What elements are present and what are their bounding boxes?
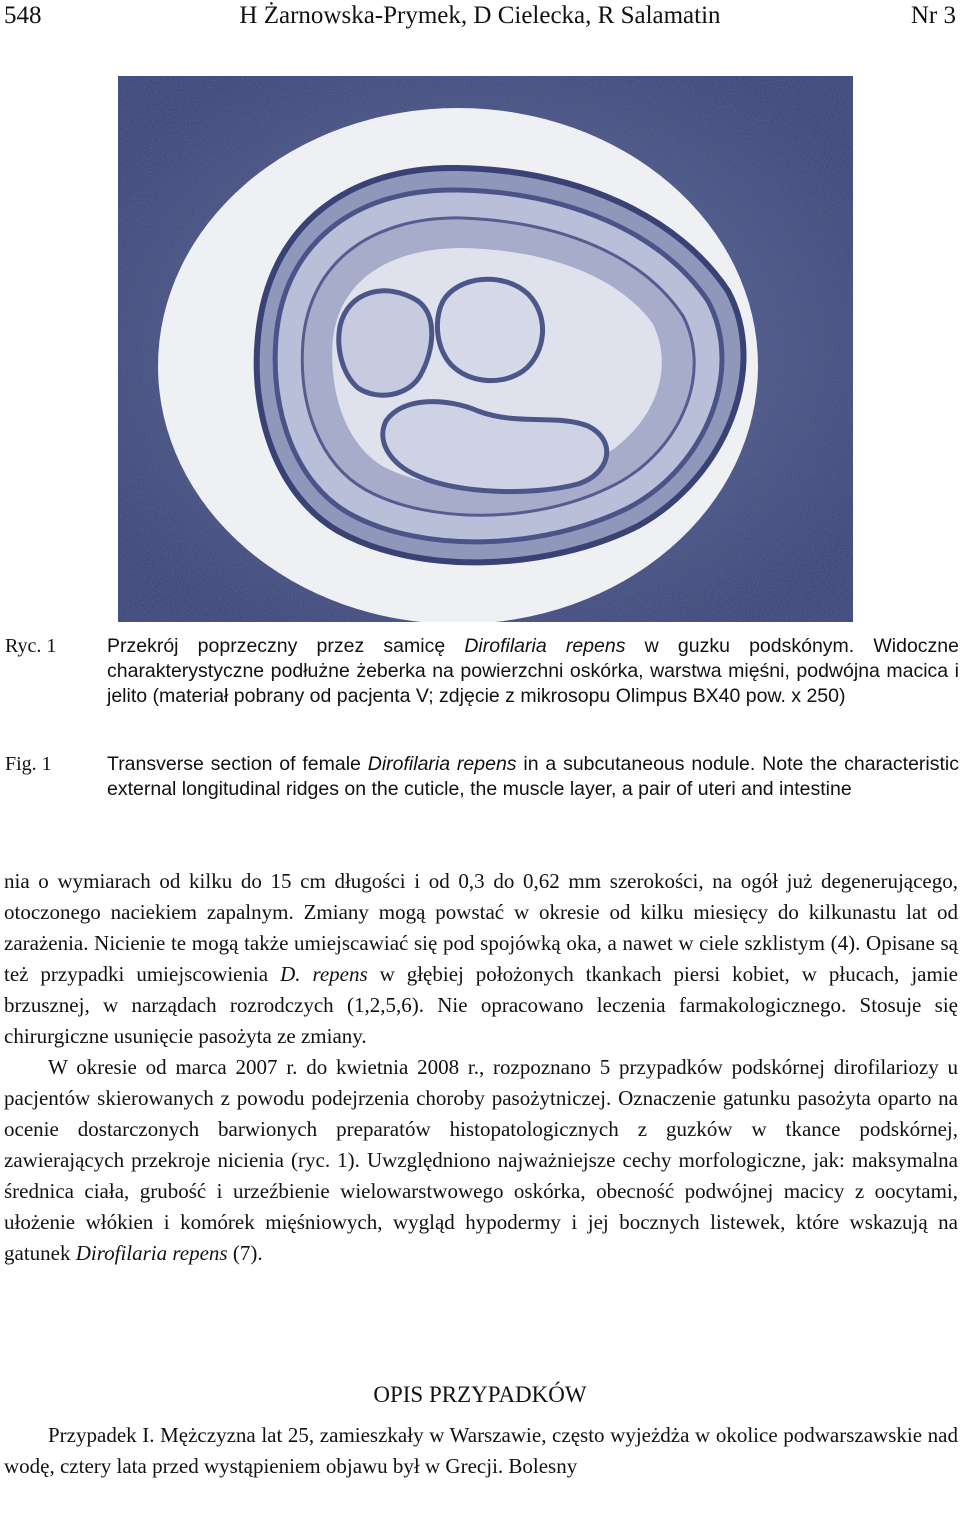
running-authors: H Żarnowska-Prymek, D Cielecka, R Salamatin — [239, 2, 721, 29]
issue-number: Nr 3 — [910, 2, 956, 29]
caption-pl-species: Dirofilaria repens — [464, 635, 626, 657]
case-1-paragraph: Przypadek I. Mężczyzna lat 25, zamieszkały w Warszawie, często wyjeżdża w okolice podwarszawskie nad wodę, cztery lata przed wystąpieniem objawu był w Grecji. Bolesny — [4, 1423, 958, 1478]
page-header — [0, 0, 960, 40]
paragraph-1-species: D. repens — [280, 962, 368, 986]
caption-en-species: Dirofilaria repens — [367, 753, 517, 775]
paragraph-1-part2: w głębiej położonych tkankach piersi kobiet, w płucach, jamie brzusznej, w narządach rozrodczych (1,2,5,6). Nie opracowano leczenia farmakologicznego. Stosuje się chirurgiczne usunięcie pasożyta ze zmiany. — [4, 962, 958, 1048]
page-number: 548 — [4, 2, 42, 29]
caption-text-en — [107, 752, 959, 802]
paragraph-1-part1: nia o wymiarach od kilku do 15 cm długości i od 0,3 do 0,62 mm szerokości, na ogół już degenerującego, otoczonego naciekiem zapalnym. Zmiany mogą powstać w okresie od kilku miesięcy do kilkunastu lat od zarażenia. Nicienie te mogą także umiejscawiać się pod spojówką oka, a nawet w ciele szklistym (4). Opisane są też przypadki umiejscowienia — [4, 869, 958, 986]
caption-en-part2: in a subcutaneous nodule. Note the characteristic external longitudinal ridges on the cuticle, the muscle layer, a pair of uteri and intestine — [107, 753, 959, 800]
micrograph-image — [118, 76, 853, 622]
paragraph-1 — [4, 866, 958, 1052]
caption-label-pl: Ryc. 1 — [5, 635, 57, 657]
paragraph-2 — [4, 1052, 958, 1269]
caption-en-part1: Transverse section of female — [107, 753, 368, 775]
caption-text-pl — [107, 634, 959, 709]
caption-pl-part2: w guzku podskónym. Widoczne charakterystyczne podłużne żeberka na powierzchni oskórka, warstwa mięśni, podwójna macica i jelito (materiał pobrany od pacjenta V; zdjęcie z mikrosopu Olimpus BX40 pow. x 250) — [107, 635, 959, 707]
body-text — [4, 866, 958, 1269]
caption-pl-part1: Przekrój poprzeczny przez samicę — [107, 635, 465, 657]
caption-label-en: Fig. 1 — [5, 753, 52, 775]
paragraph-2-species: Dirofilaria repens — [75, 1241, 228, 1265]
paragraph-2-part2: (7). — [227, 1241, 263, 1265]
paragraph-2-part1: W okresie od marca 2007 r. do kwietnia 2008 r., rozpoznano 5 przypadków podskórnej dirofilariozy u pacjentów skierowanych z powodu podejrzenia choroby pasożytniczej. Oznaczenie gatunku pasożyta oparto na ocenie dostarczonych barwionych preparatów histopatologicznych z guzków w tkance podskórnej, zawierających przekroje nicienia (ryc. 1). Uwzględniono najważniejsze cechy morfologiczne, jak: maksymalna średnica ciała, grubość i urzeźbienie wielowarstwowego oskórka, obecność podwójnej macicy z oocytami, ułożenie włókien i komórek mięśniowych, wygląd hypodermy i jej bocznych listewek, które wskazują na gatunek — [4, 1055, 958, 1265]
section-heading: OPIS PRZYPADKÓW — [373, 1382, 587, 1407]
micrograph-figure — [118, 76, 853, 622]
